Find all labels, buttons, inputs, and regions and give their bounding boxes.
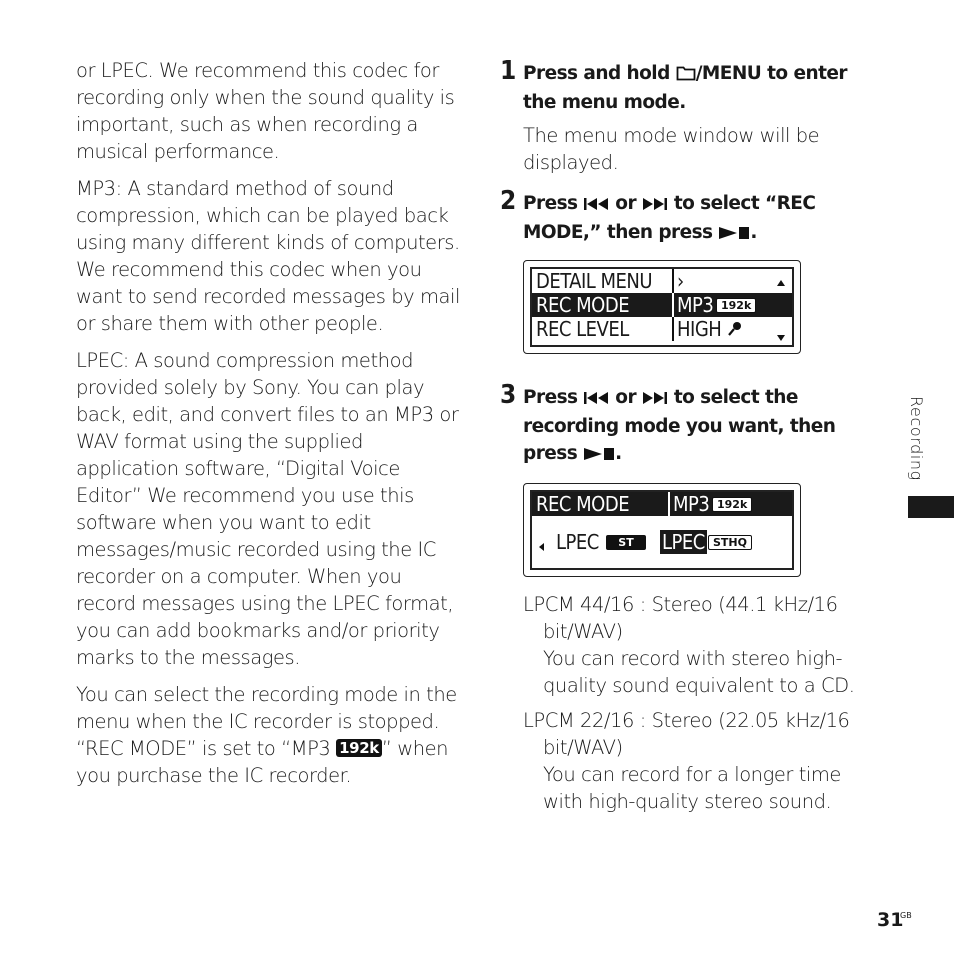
play-stop-icon: [718, 221, 750, 248]
rec-mode-display-screen: [523, 483, 801, 577]
stereo-hq-chip: STHQ: [708, 535, 752, 550]
menu-label: DETAIL MENU: [536, 269, 653, 293]
rec-mode-text-start: You can select the recording mode in the menu when the IC recorder is stopped. “REC MODE” is set to “MP3: [76, 683, 457, 760]
scroll-down-icon: [776, 327, 786, 346]
codec-paragraph-mp3: MP3: A standard method of sound compression, which can be played back using many different kinds of computers. We recommend this codec when you want to send recorded messages by mail or share them with other people.: [76, 177, 460, 335]
step-number: 2: [500, 186, 517, 216]
rec-mode-text-end: ” when you purchase the IC recorder.: [76, 737, 449, 787]
section-tab-marker: [908, 496, 954, 518]
previous-track-icon: [583, 192, 609, 219]
menu-divider: [672, 269, 674, 293]
menu-label: REC MODE: [536, 293, 630, 317]
mode-label: LPCM 44/16 : Stereo (44.1 kHz/16 bit/WAV): [523, 593, 838, 643]
menu-value: MP3: [677, 293, 714, 317]
previous-track-icon: [583, 386, 609, 413]
step-3: [500, 380, 860, 469]
folder-icon: [676, 62, 696, 89]
rec-mode-display-frame: [530, 490, 794, 570]
list-item: [523, 591, 860, 699]
microphone-icon: [728, 321, 742, 341]
play-stop-icon: [583, 442, 615, 469]
menu-label: REC MODE: [536, 492, 630, 516]
mode-option-lpec-sthq: LPEC: [662, 530, 705, 554]
menu-value: HIGH: [677, 317, 722, 341]
step-2: [500, 186, 860, 248]
menu-row-detail: [532, 269, 792, 293]
left-column: [76, 57, 460, 799]
step-description: The menu mode window will be displayed.: [523, 124, 820, 174]
step-number: 3: [500, 380, 517, 410]
menu-display-frame: [530, 267, 794, 347]
codec-paragraph-lpcm-end: or LPEC. We recommend this codec for recording only when the sound quality is important, such as when recording a musical performance.: [76, 59, 455, 163]
mode-label: LPCM 22/16 : Stereo (22.05 kHz/16 bit/WAV): [523, 709, 850, 759]
step-heading: Press and hold /MENU to enter the menu mode.: [523, 63, 847, 113]
mode-option-lpec-st: LPEC: [556, 530, 599, 554]
mode-description: You can record with stereo high-quality sound equivalent to a CD.: [543, 647, 855, 697]
rec-mode-options-row: [532, 530, 792, 554]
menu-divider: [668, 492, 670, 516]
section-label: Recording: [907, 396, 926, 481]
next-track-icon: [642, 192, 668, 219]
step-heading: Press or to select “REC MODE,” then press .: [523, 190, 860, 248]
stereo-chip: ST: [606, 535, 646, 550]
menu-value: MP3: [673, 492, 710, 516]
menu-row-rec-mode: [532, 293, 792, 317]
scroll-up-icon: [776, 272, 786, 291]
menu-row-rec-level: [532, 317, 792, 341]
rec-mode-header-row: [532, 492, 792, 516]
list-item: [523, 707, 860, 815]
right-column: [500, 56, 860, 823]
menu-value: ›: [677, 269, 684, 293]
codec-paragraph-lpec: LPEC: A sound compression method provided solely by Sony. You can play back, edit, and convert files to an MP3 or WAV format using the supplied application software, “Digital Voice Editor” We recommend you use this software when you want to edit messages/music recorded using the IC recorder on a computer. When you record messages using the LPEC format, you can add bookmarks and/or priority marks to the messages.: [76, 349, 459, 669]
recording-mode-list: [523, 591, 860, 815]
mode-description: You can record for a longer time with high-quality stereo sound.: [543, 763, 841, 813]
page-number: 31: [877, 909, 904, 931]
rec-mode-default-paragraph: [76, 681, 460, 789]
bitrate-chip: 192k: [716, 298, 756, 313]
menu-label: REC LEVEL: [536, 317, 629, 341]
menu-divider: [672, 293, 674, 317]
menu-display-screen: [523, 260, 801, 354]
step-1: [500, 56, 860, 176]
menu-divider: [672, 317, 674, 341]
scroll-left-icon: [538, 537, 545, 556]
bitrate-badge: 192k: [336, 739, 382, 757]
step-heading: Press or to select the recording mode you want, then press .: [523, 384, 860, 469]
page-region-code: GB: [900, 911, 912, 920]
bitrate-chip: 192k: [712, 497, 752, 512]
step-number: 1: [500, 56, 517, 86]
next-track-icon: [642, 386, 668, 413]
